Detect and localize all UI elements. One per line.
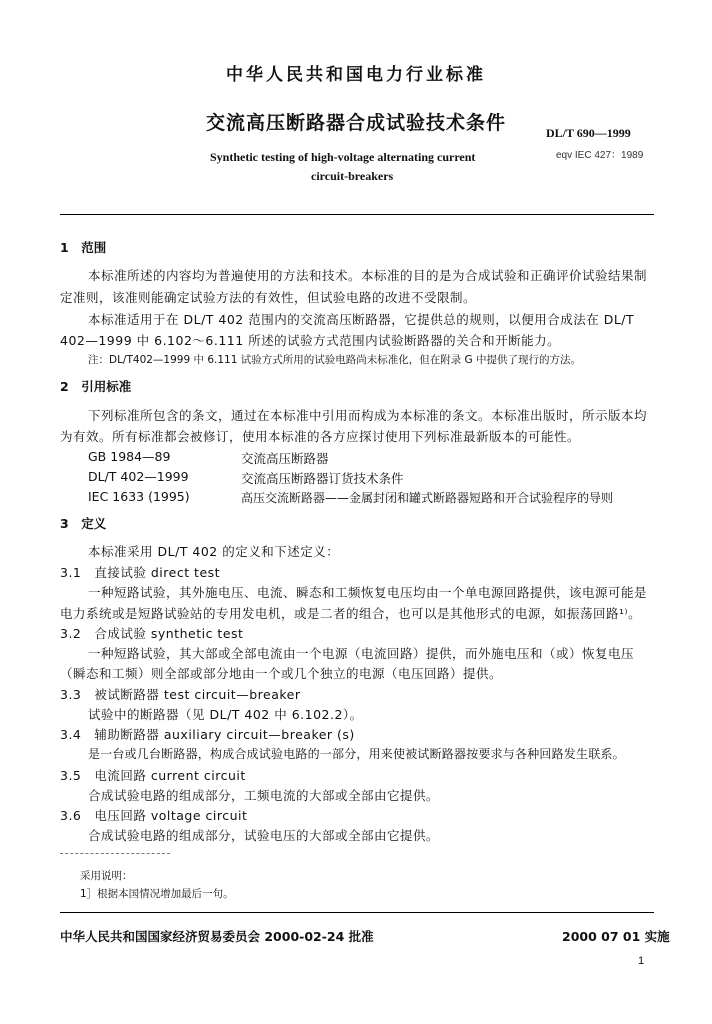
section-2-heading: 2 引用标准 [60,379,132,394]
s1-note: 注：DL/T402—1999 中 6.111 试验方式所用的试验电路尚未标准化，但在附录 G 中提供了现行的方法。 [88,354,582,366]
ref-title: 高压交流断路器——金属封闭和罐式断路器短路和开合试验程序的导则 [241,491,614,505]
footnote-text: 1］根据本国情况增加最后一句。 [80,888,234,900]
document-header: 中华人民共和国电力行业标准 [226,65,486,85]
def-3-2-line2: （瞬态和工频）则全部或部分地由一个或几个独立的电源（电压回路）提供。 [60,666,503,681]
s1-p1-line1: 本标准所述的内容均为普遍使用的方法和技术。本标准的目的是为合成试验和正确评价试验结果制 [88,268,648,283]
s1-p2-line2: 402—1999 中 6.102～6.111 所述的试验方式范围内试验断路器的关合和开断能力。 [60,333,561,348]
equivalent-standard: eqv IEC 427：1989 [556,150,644,161]
ref-code: DL/T 402—1999 [88,469,189,484]
def-3-4-body: 是一台或几台断路器，构成合成试验电路的一部分，用来使被试断路器按要求与各种回路发生联系。 [88,747,625,761]
footnote-label: 采用说明： [80,870,133,882]
s1-p1-line2: 定准则，该准则能确定试验方法的有效性，但试验电路的改进不受限制。 [60,290,477,305]
header-rule [60,214,654,215]
title-english-line1: Synthetic testing of high-voltage alternating current [210,150,476,164]
def-3-3-body: 试验中的断路器（见 DL/T 402 中 6.102.2）。 [88,707,363,722]
s3-intro: 本标准采用 DL/T 402 的定义和下述定义： [88,544,340,559]
def-3-2-line1: 一种短路试验，其大部或全部电流由一个电源（电流回路）提供，而外施电压和（或）恢复电压 [88,646,635,661]
s1-p2-line1: 本标准适用于在 DL/T 402 范围内的交流高压断路器，它提供总的规则，以便用合成法在 DL/T [88,312,635,327]
section-3-heading: 3 定义 [60,516,107,531]
standard-code: DL/T 690—1999 [546,126,631,140]
def-3-6-heading: 3.6 电压回路 voltage circuit [60,808,248,823]
def-3-1-heading: 3.1 直接试验 direct test [60,565,221,580]
ref-code: IEC 1633 (1995) [88,489,190,504]
approval-line: 中华人民共和国国家经济贸易委员会 2000-02-24 批准 [60,929,374,944]
def-3-3-heading: 3.3 被试断路器 test circuit—breaker [60,687,301,702]
page-number: 1 [638,955,645,967]
ref-title: 交流高压断路器 [241,451,329,466]
def-3-5-heading: 3.5 电流回路 current circuit [60,768,246,783]
ref-title: 交流高压断路器订货技术条件 [241,471,404,486]
s2-p1-line2: 为有效。所有标准都会被修订，使用本标准的各方应探讨使用下列标准最新版本的可能性。 [60,429,581,444]
ref-code: GB 1984—89 [88,449,171,464]
s2-p1-line1: 下列标准所包含的条文，通过在本标准中引用而构成为本标准的条文。本标准出版时，所示版本均 [88,408,648,423]
title-chinese: 交流高压断路器合成试验技术条件 [205,112,506,134]
def-3-1-line1: 一种短路试验，其外施电压、电流、瞬态和工频恢复电压均由一个单电源回路提供，该电源可能是 [88,585,648,600]
effective-date: 2000 07 01 实施 [562,929,670,944]
def-3-5-body: 合成试验电路的组成部分，工频电流的大部或全部由它提供。 [88,788,440,803]
title-english-line2: circuit-breakers [311,169,394,183]
footnote-separator [60,853,170,854]
def-3-6-body: 合成试验电路的组成部分，试验电压的大部或全部由它提供。 [88,828,440,843]
def-3-2-heading: 3.2 合成试验 synthetic test [60,626,244,641]
section-1-heading: 1 范围 [60,240,107,255]
def-3-4-heading: 3.4 辅助断路器 auxiliary circuit—breaker (s) [60,727,355,742]
def-3-1-line2: 电力系统或是短路试验站的专用发电机，或是二者的组合，也可以是其他形式的电源，如振荡回路¹⁾。 [60,606,642,621]
footer-rule [60,912,654,913]
